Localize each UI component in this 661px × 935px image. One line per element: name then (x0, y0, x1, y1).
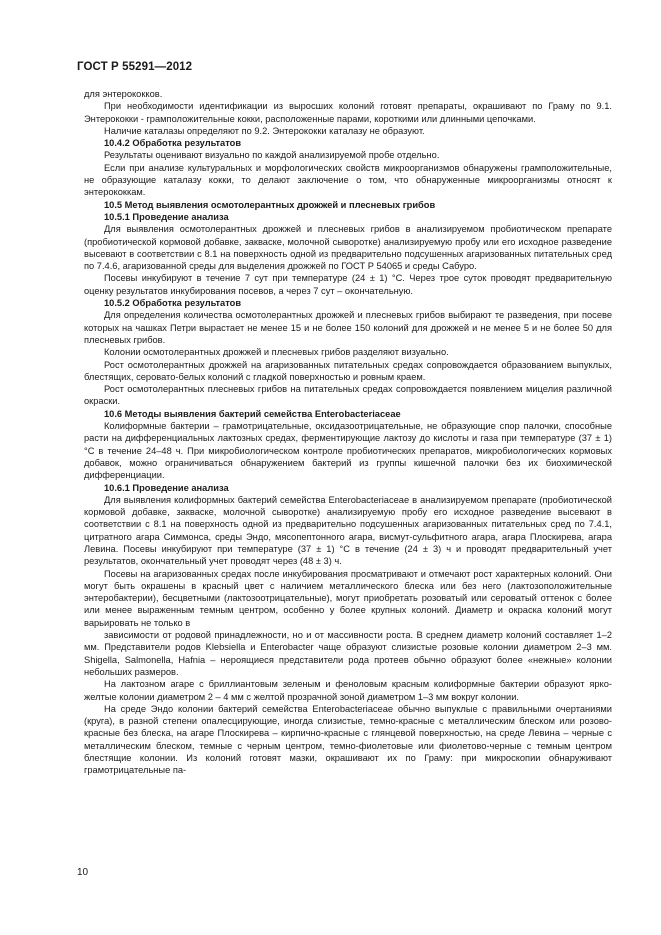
paragraph: Для выявления осмотолерантных дрожжей и плесневых грибов в анализируемом пробиотическом препарате (пробиотической кормовой добавке, закваске, молочной сыворотке) анализируемую пробу или его исходное разведение высевают в соответствии с 8.1 на поверхность одной из предварительно подсушенных агаризованных питательных сред по 7.4.6, агаризованной среды для выделения дрожжей по ГОСТ Р 54065 и среды Сабуро. (84, 224, 612, 272)
document-body (84, 88, 612, 777)
paragraph: Наличие каталазы определяют по 9.2. Энтерококки каталазу не образуют. (104, 125, 425, 136)
section-heading: 10.5.1 Проведение анализа (104, 211, 229, 222)
paragraph: Посевы инкубируют в течение 7 сут при температуре (24 ± 1) °С. Через трое суток проводят предварительную оценку результатов инкубирования посевов, а через 7 сут – окончательную. (84, 273, 612, 296)
section-heading: 10.4.2 Обработка результатов (104, 138, 242, 149)
paragraph: При необходимости идентификации из выросших колоний готовят препараты, окрашивают по Граму по 9.1. Энтерококки - грамположительные кокки, расположенные парами, короткими или длинными цепочками. (84, 101, 612, 124)
paragraph: Для определения количества осмотолерантных дрожжей и плесневых грибов выбирают те разведения, при посеве которых на чашках Петри вырастает не менее 15 и не более 150 колоний для дрожжей и не менее 5 и не более 50 для плесневых грибов. (84, 310, 612, 345)
paragraph: Если при анализе культуральных и морфологических свойств микроорганизмов обнаружены грамположительные, не образующие каталазу кокки, то делают заключение о том, что обнаруженные микроорганизмы относят к энтерококкам. (84, 162, 612, 198)
paragraph: Колиформные бактерии – грамотрицательные, оксидазоотрицательные, не образующие спор палочки, способные расти на дифференциальных лактозных средах, ферментирующие лактозу до кислоты и газа при температуре (37 ± 1) °С в течение 24–48 ч. При микробиологическом контроле пробиотических препаратов, микробиологических кормовых добавок, можно ограничиваться обнаружением бактерий из группы кишечной палочки без их биохимической дифференциации. (84, 421, 612, 481)
paragraph: для энтерококков. (84, 89, 163, 99)
section-heading: 10.5.2 Обработка результатов (104, 298, 242, 309)
page-number: 10 (77, 867, 89, 878)
paragraph: Для выявления колиформных бактерий семейства Enterobacteriaceae в анализируемом препарате (пробиотической кормовой добавке, закваске, молочной сыворотке) анализируемую пробу его исходное разведение высевают в соответствии с 8.1 на поверхность одной из предварительно подсушенных агаризованных питательных сред по 7.4.1, цитратного агара Симмонса, среды Эндо, мясопептонного агара, висмут-сульфитного агара, агара Плоскирева, агара Левина. Посевы инкубируют при температуре (37 ± 1) °С в течение (24 ± 3) ч и проводят предварительный учет результатов, окончательный учет проводят через (48 ± 3) ч. (84, 494, 612, 567)
paragraph: На среде Эндо колонии бактерий семейства Enterobacteriaceae обычно выпуклые с правильными очертаниями (круга), в разной степени опалесцирующие, иногда слизистые, темно-красные с металлическим блеском или розово-красные без блеска, на агаре Плоскирева – кирпично-красные с глянцевой поверхностью, на среде Левина – черные с металлическим блеском, темные с черным центром, темно-фиолетовые или фиолетово-черные с темным центром блестящие колонии. Из колоний готовят мазки, окрашивают их по Граму: при микроскопии обнаруживают грамотрицательные па- (84, 703, 612, 776)
paragraph: Результаты оценивают визуально по каждой анализируемой пробе отдельно. (104, 150, 440, 161)
paragraph: Колонии осмотолерантных дрожжей и плесневых грибов разделяют визуально. (104, 347, 449, 358)
document-header: ГОСТ Р 55291—2012 (77, 61, 193, 73)
paragraph: Рост осмотолерантных плесневых грибов на питательных средах сопровождается появлением мицелия различной окраски. (84, 384, 612, 407)
section-heading: 10.6.1 Проведение анализа (104, 482, 229, 493)
paragraph: Посевы на агаризованных средах после инкубирования просматривают и отмечают рост характерных колоний. Они могут быть окрашены в красный цвет с наличием металлического блеска или без него (лактозоположительные энтеробактерии), бесцветными (лактозоотрицательные), могут приобретать розоватый или сероватый оттенок с более или менее выраженным темным центром, особенно у более крупных колоний. Диаметр и окраска колоний могут варьировать не только в (84, 568, 612, 628)
section-heading: 10.5 Метод выявления осмотолерантных дрожжей и плесневых грибов (104, 199, 436, 210)
section-heading: 10.6 Методы выявления бактерий семейства Enterobacteriaceae (104, 408, 401, 419)
paragraph: Рост осмотолерантных дрожжей на агаризованных питательных средах сопровождается образованием выпуклых, блестящих, серовато-белых колоний с гладкой поверхностью и ровным краем. (84, 359, 612, 382)
paragraph: На лактозном агаре с бриллиантовым зеленым и феноловым красным колиформные бактерии образуют ярко-желтые колонии диаметром 2 – 4 мм с желтой прозрачной зоной диаметром 1–3 мм вокруг колонии. (84, 679, 612, 702)
paragraph: зависимости от родовой принадлежности, но и от массивности роста. В среднем диаметр колоний составляет 1–2 мм. Представители родов Klebsiella и Enterobacter чаще образуют слизистые розовые колонии диаметром 2–3 мм. Shigella, Salmonella, Hafnia – нероящиеся представители рода протеев обычно образуют более «нежные» колонии небольших размеров. (84, 630, 612, 677)
